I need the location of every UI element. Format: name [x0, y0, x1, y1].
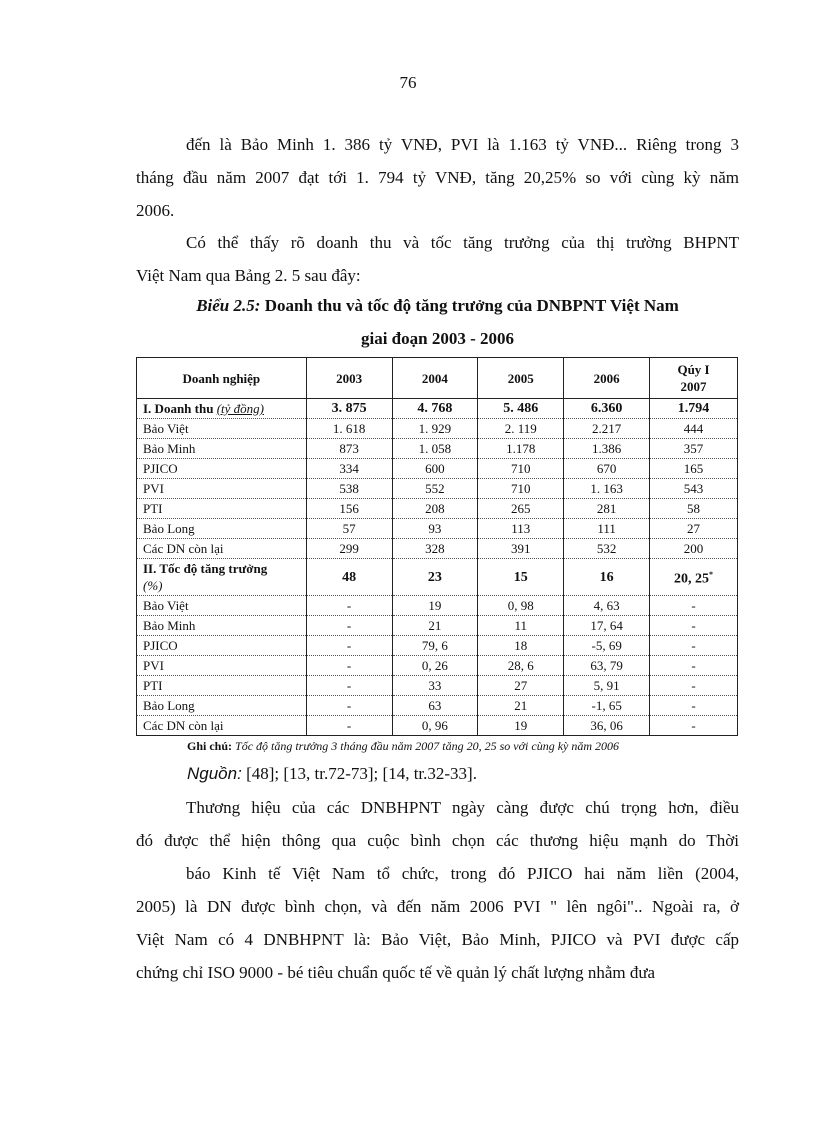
cell: -	[306, 676, 392, 696]
cell: 36, 06	[564, 716, 650, 736]
row-label: Bảo Việt	[137, 419, 307, 439]
cell: 670	[564, 459, 650, 479]
cell: 334	[306, 459, 392, 479]
cell: 0, 96	[392, 716, 478, 736]
source-text: [48]; [13, tr.72-73]; [14, tr.32-33].	[246, 764, 477, 783]
row-label	[137, 559, 307, 596]
cell: 6.360	[564, 399, 650, 419]
row-label: Bảo Minh	[137, 616, 307, 636]
table-note	[187, 739, 619, 754]
cell: 113	[478, 519, 564, 539]
column-header: Doanh nghiệp	[137, 358, 307, 399]
cell: 33	[392, 676, 478, 696]
cell: 873	[306, 439, 392, 459]
cell: 21	[392, 616, 478, 636]
caption-line-1	[136, 289, 739, 322]
table-row	[137, 479, 738, 499]
cell: 552	[392, 479, 478, 499]
note-text: Tốc độ tăng trưởng 3 tháng đầu năm 2007 tăng 20, 25 so với cùng kỳ năm 2006	[235, 739, 620, 753]
cell: 18	[478, 636, 564, 656]
column-header: 2003	[306, 358, 392, 399]
text-line: báo Kinh tế Việt Nam tổ chức, trong đó PJICO hai năm liền (2004,	[186, 864, 739, 883]
cell: 11	[478, 616, 564, 636]
cell-value: 20, 25	[674, 571, 710, 587]
cell: 543	[650, 479, 738, 499]
row-label	[137, 399, 307, 419]
header-year: 2007	[680, 379, 707, 394]
cell: 538	[306, 479, 392, 499]
revenue-growth-table	[136, 357, 738, 736]
cell: 208	[392, 499, 478, 519]
cell: -	[650, 596, 738, 616]
row-label: Bảo Việt	[137, 596, 307, 616]
column-header	[650, 358, 738, 399]
page-number: 76	[399, 73, 417, 92]
table-row	[137, 596, 738, 616]
cell: 4. 768	[392, 399, 478, 419]
cell: 5. 486	[478, 399, 564, 419]
cell: 1. 618	[306, 419, 392, 439]
text-line: 2005) là DN được bình chọn, và đến năm 2006 PVI " lên ngôi".. Ngoài ra, ở	[136, 897, 739, 916]
table-row	[137, 696, 738, 716]
row-label: PJICO	[137, 636, 307, 656]
cell: 265	[478, 499, 564, 519]
cell: 0, 98	[478, 596, 564, 616]
cell: -	[650, 616, 738, 636]
column-header: 2006	[564, 358, 650, 399]
cell: 63	[392, 696, 478, 716]
text-line: Có thể thấy rõ doanh thu và tốc tăng trưởng của thị trường BHPNT	[186, 233, 739, 252]
cell: 1.178	[478, 439, 564, 459]
cell: 63, 79	[564, 656, 650, 676]
header-row	[137, 358, 738, 399]
cell: 1. 058	[392, 439, 478, 459]
cell: 5, 91	[564, 676, 650, 696]
column-header: 2004	[392, 358, 478, 399]
cell: 27	[650, 519, 738, 539]
cell: 299	[306, 539, 392, 559]
cell: -	[306, 616, 392, 636]
cell: 21	[478, 696, 564, 716]
row-label: Bảo Long	[137, 519, 307, 539]
cell: 710	[478, 459, 564, 479]
table-row	[137, 519, 738, 539]
cell: 1. 929	[392, 419, 478, 439]
table-row	[137, 716, 738, 736]
text-line: Việt Nam qua Bảng 2. 5 sau đây:	[136, 266, 361, 285]
footnote-mark: *	[709, 570, 714, 580]
table-row	[137, 676, 738, 696]
cell: -	[306, 596, 392, 616]
cell: -5, 69	[564, 636, 650, 656]
caption-lead: Biểu 2.5:	[196, 296, 261, 315]
table-source	[187, 764, 477, 784]
cell: -	[306, 656, 392, 676]
cell: 15	[478, 559, 564, 596]
brand-paragraph	[136, 791, 739, 989]
text-line: đến là Bảo Minh 1. 386 tỷ VNĐ, PVI là 1.163 tỷ VNĐ... Riêng trong 3	[186, 135, 739, 154]
table-row	[137, 439, 738, 459]
cell: -	[650, 656, 738, 676]
text-line: chứng chỉ ISO 9000 - bé tiêu chuẩn quốc tế về quản lý chất lượng nhằm đưa	[136, 963, 656, 982]
cell: 17, 64	[564, 616, 650, 636]
cell: 27	[478, 676, 564, 696]
cell: 2.217	[564, 419, 650, 439]
cell: 165	[650, 459, 738, 479]
cell: 4, 63	[564, 596, 650, 616]
table-intro-paragraph	[136, 226, 739, 292]
row-label: PVI	[137, 656, 307, 676]
cell: 57	[306, 519, 392, 539]
column-header: 2005	[478, 358, 564, 399]
row-label: Các DN còn lại	[137, 716, 307, 736]
table-row	[137, 419, 738, 439]
intro-paragraph	[136, 128, 739, 227]
cell: 156	[306, 499, 392, 519]
table-row	[137, 399, 738, 419]
caption-line-2: giai đoạn 2003 - 2006	[360, 329, 515, 348]
text-line: Việt Nam có 4 DNBHPNT là: Bảo Việt, Bảo Minh, PJICO và PVI được cấp	[136, 930, 739, 949]
table-row	[137, 559, 738, 596]
cell: 16	[564, 559, 650, 596]
section-unit: (%)	[143, 578, 163, 593]
cell: -	[650, 636, 738, 656]
cell: -	[306, 696, 392, 716]
row-label: Các DN còn lại	[137, 539, 307, 559]
cell: 328	[392, 539, 478, 559]
text-line: tháng đầu năm 2007 đạt tới 1. 794 tỷ VNĐ, tăng 20,25% so với cùng kỳ năm	[136, 168, 739, 187]
cell: -	[306, 636, 392, 656]
table-row	[137, 616, 738, 636]
cell: 200	[650, 539, 738, 559]
cell: 19	[478, 716, 564, 736]
row-label: PTI	[137, 499, 307, 519]
cell: 281	[564, 499, 650, 519]
cell: 1. 163	[564, 479, 650, 499]
cell: 532	[564, 539, 650, 559]
table-row	[137, 539, 738, 559]
section-title: I. Doanh thu	[143, 401, 214, 416]
cell: -	[650, 716, 738, 736]
row-label: PJICO	[137, 459, 307, 479]
cell: 1.794	[650, 399, 738, 419]
cell: 357	[650, 439, 738, 459]
cell: 28, 6	[478, 656, 564, 676]
cell: 3. 875	[306, 399, 392, 419]
cell: 58	[650, 499, 738, 519]
cell: 391	[478, 539, 564, 559]
cell: 23	[392, 559, 478, 596]
row-label: Bảo Long	[137, 696, 307, 716]
cell: -	[306, 716, 392, 736]
table-row	[137, 459, 738, 479]
cell: -	[650, 696, 738, 716]
cell: 1.386	[564, 439, 650, 459]
row-label: Bảo Minh	[137, 439, 307, 459]
cell: 93	[392, 519, 478, 539]
cell: 0, 26	[392, 656, 478, 676]
cell	[650, 559, 738, 596]
text-line: đó được thể hiện thông qua cuộc bình chọn các thương hiệu mạnh do Thời	[136, 831, 739, 850]
cell: 2. 119	[478, 419, 564, 439]
cell: 48	[306, 559, 392, 596]
cell: 600	[392, 459, 478, 479]
caption-title: Doanh thu và tốc độ tăng trưởng của DNBPNT Việt Nam	[264, 296, 679, 315]
table-row	[137, 656, 738, 676]
header-quarter: Qúy I	[677, 362, 710, 377]
cell: 79, 6	[392, 636, 478, 656]
cell: -1, 65	[564, 696, 650, 716]
text-line: 2006.	[136, 201, 175, 220]
table-row	[137, 636, 738, 656]
section-unit: (tỷ đồng)	[216, 401, 264, 416]
note-label: Ghi chú:	[187, 739, 233, 753]
section-title: II. Tốc độ tăng trưởng	[143, 561, 268, 576]
table-caption	[136, 289, 739, 355]
table-row	[137, 499, 738, 519]
text-line: Thương hiệu của các DNBHPNT ngày càng được chú trọng hơn, điều	[186, 798, 739, 817]
row-label: PTI	[137, 676, 307, 696]
row-label: PVI	[137, 479, 307, 499]
cell: -	[650, 676, 738, 696]
source-label: Nguồn:	[187, 764, 242, 783]
cell: 710	[478, 479, 564, 499]
cell: 444	[650, 419, 738, 439]
cell: 111	[564, 519, 650, 539]
cell: 19	[392, 596, 478, 616]
